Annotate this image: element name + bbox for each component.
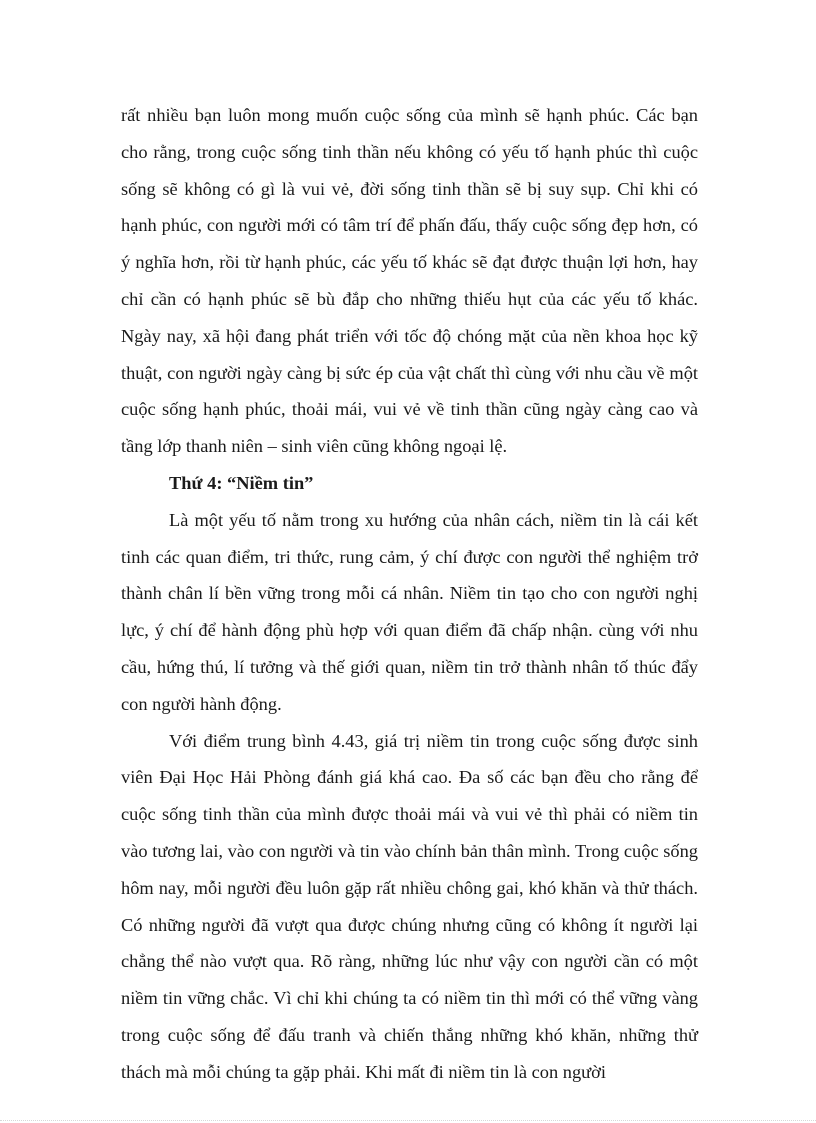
- page-bottom-divider: [0, 1120, 816, 1121]
- paragraph-happiness-continued: rất nhiều bạn luôn mong muốn cuộc sống của mình sẽ hạnh phúc. Các bạn cho rằng, trong cuộc sống tinh thần nếu không có yếu tố hạnh phúc thì cuộc sống sẽ không có gì là vui vẻ, đời sống tinh thần sẽ bị suy sụp. Chỉ khi có hạnh phúc, con người mới có tâm trí để phấn đấu, thấy cuộc sống đẹp hơn, có ý nghĩa hơn, rồi từ hạnh phúc, các yếu tố khác sẽ đạt được thuận lợi hơn, hay chỉ cần có hạnh phúc sẽ bù đắp cho những thiếu hụt của các yếu tố khác. Ngày nay, xã hội đang phát triển với tốc độ chóng mặt của nền khoa học kỹ thuật, con người ngày càng bị sức ép của vật chất thì cùng với nhu cầu về một cuộc sống hạnh phúc, thoải mái, vui vẻ về tinh thần cũng ngày càng cao và tầng lớp thanh niên – sinh viên cũng không ngoại lệ.: [121, 105, 698, 457]
- paragraph-belief-survey: Với điểm trung bình 4.43, giá trị niềm tin trong cuộc sống được sinh viên Đại Học Hải Phòng đánh giá khá cao. Đa số các bạn đều cho rằng để cuộc sống tinh thần của mình được thoải mái và vui vẻ thì phải có niềm tin vào tương lai, vào con người và tin vào chính bản thân mình. Trong cuộc sống hôm nay, mỗi người đều luôn gặp rất nhiều chông gai, khó khăn và thử thách. Có những người đã vượt qua được chúng nhưng cũng có không ít người lại chẳng thể nào vượt qua. Rõ ràng, những lúc như vậy con người cần có một niềm tin vững chắc. Vì chỉ khi chúng ta có niềm tin thì mới có thể vững vàng trong cuộc sống để đấu tranh và chiến thắng những khó khăn, những thử thách mà mỗi chúng ta gặp phải. Khi mất đi niềm tin là con người: [121, 730, 698, 1082]
- section-heading-belief: Thứ 4: “Niềm tin”: [169, 472, 314, 493]
- document-body: [121, 97, 698, 1091]
- paragraph-belief-definition: Là một yếu tố nằm trong xu hướng của nhân cách, niềm tin là cái kết tinh các quan điểm, tri thức, rung cảm, ý chí được con người thể nghiệm trở thành chân lí bền vững trong mỗi cá nhân. Niềm tin tạo cho con người nghị lực, ý chí để hành động phù hợp với quan điểm đã chấp nhận. cùng với nhu cầu, hứng thú, lí tưởng và thế giới quan, niềm tin trở thành nhân tố thúc đẩy con người hành động.: [121, 509, 698, 714]
